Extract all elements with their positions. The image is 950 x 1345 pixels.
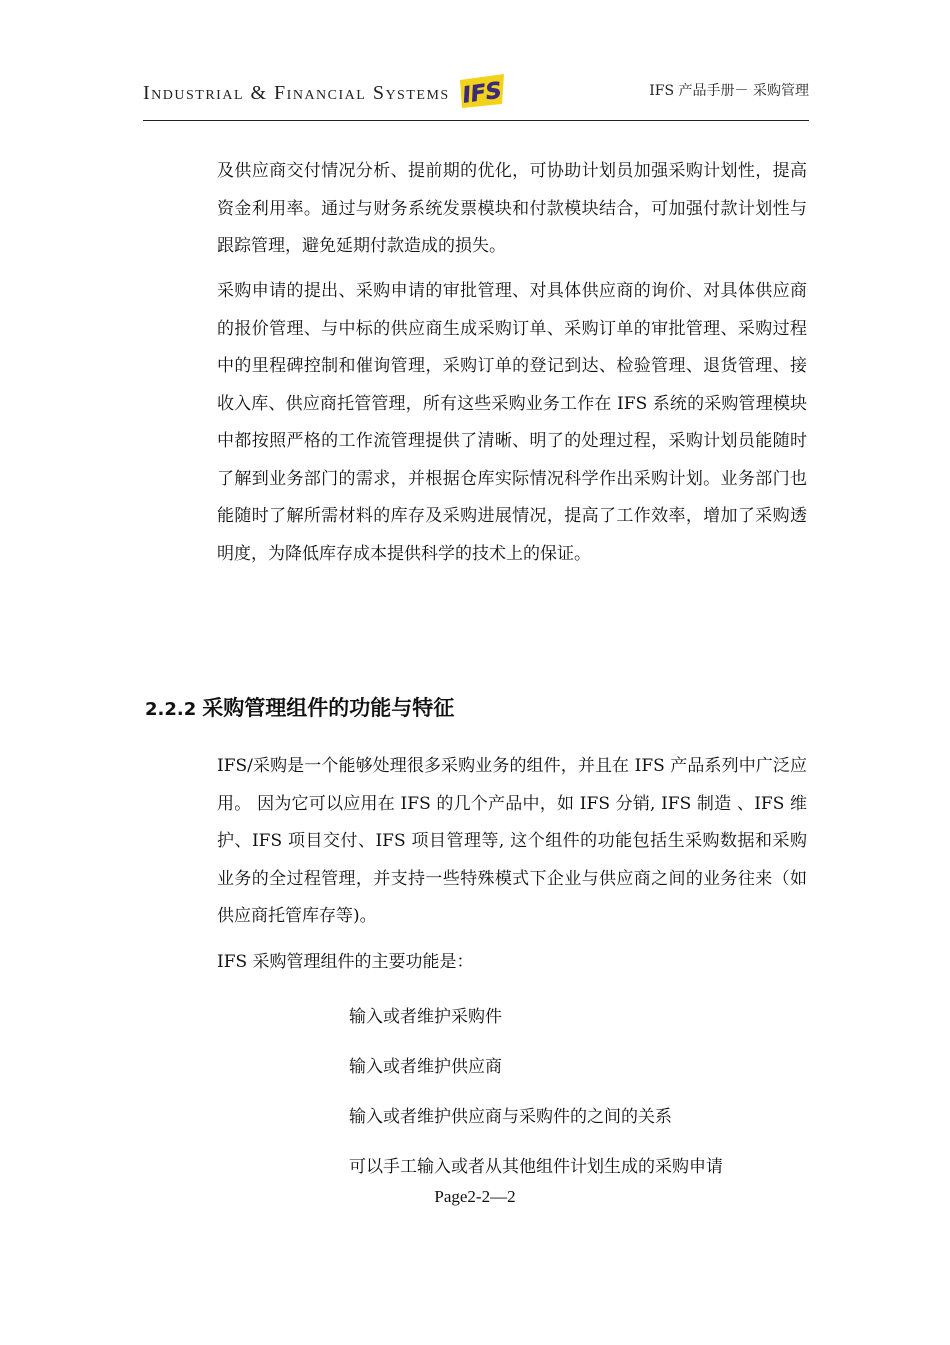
svg-text:IFS: IFS [461,78,504,109]
page-number: Page2-2—2 [434,1187,516,1206]
page-header [143,70,809,121]
section-title: 采购管理组件的功能与特征 [202,695,455,720]
section-heading [145,692,454,722]
feature-item: 输入或者维护采购件 [349,1007,502,1027]
header-title: IFS 产品手册－ 采购管理 [649,83,809,99]
paragraph-purchase-process: 采购申请的提出、采购申请的审批管理、对具体供应商的询价、对具体供应商的报价管理、与中标的供应商生成采购订单、采购订单的审批管理、采购过程中的里程碑控制和催询管理，采购订单的登记到达、检验管理、退货管理、接收入库、供应商托管管理，所有这些采购业务工作在 IFS 系统的采购管理模块中都按照严格的工作流管理提供了清晰、明了的处理过程，采购计划员能随时了解到业务部门的需求，并根据仓库实际情况科学作出采购计划。业务部门也能随时了解所需材料的库存及采购进展情况，提高了工作效率，增加了采购透明度，为降低库存成本提供科学的技术上的保证。 [217,281,807,564]
section-number: 2.2.2 [145,699,197,720]
ifs-logo [456,72,508,110]
company-name: Industrial & Financial Systems [143,82,450,104]
feature-item: 可以手工输入或者从其他组件计划生成的采购申请 [349,1157,723,1177]
feature-item: 输入或者维护供应商与采购件的之间的关系 [349,1107,672,1127]
paragraph-main-functions: IFS 采购管理组件的主要功能是： [217,952,474,972]
feature-item: 输入或者维护供应商 [349,1057,502,1077]
paragraph-ifs-purchasing: IFS/采购是一个能够处理很多采购业务的组件，并且在 IFS 产品系列中广泛应用。 因为它可以应用在 IFS 的几个产品中，如 IFS 分销, IFS 制造 、IFS 维护、IFS 项目交付、IFS 项目管理等, 这个组件的功能包括生采购数据和采购业务的全过程管理，并支持一些特殊模式下企业与供应商之间的业务往来（如供应商托管库存等)。 [217,756,807,926]
paragraph-supplier-analysis: 及供应商交付情况分析、提前期的优化，可协助计划员加强采购计划性，提高资金利用率。通过与财务系统发票模块和付款模块结合，可加强付款计划性与跟踪管理，避免延期付款造成的损失。 [217,161,807,256]
